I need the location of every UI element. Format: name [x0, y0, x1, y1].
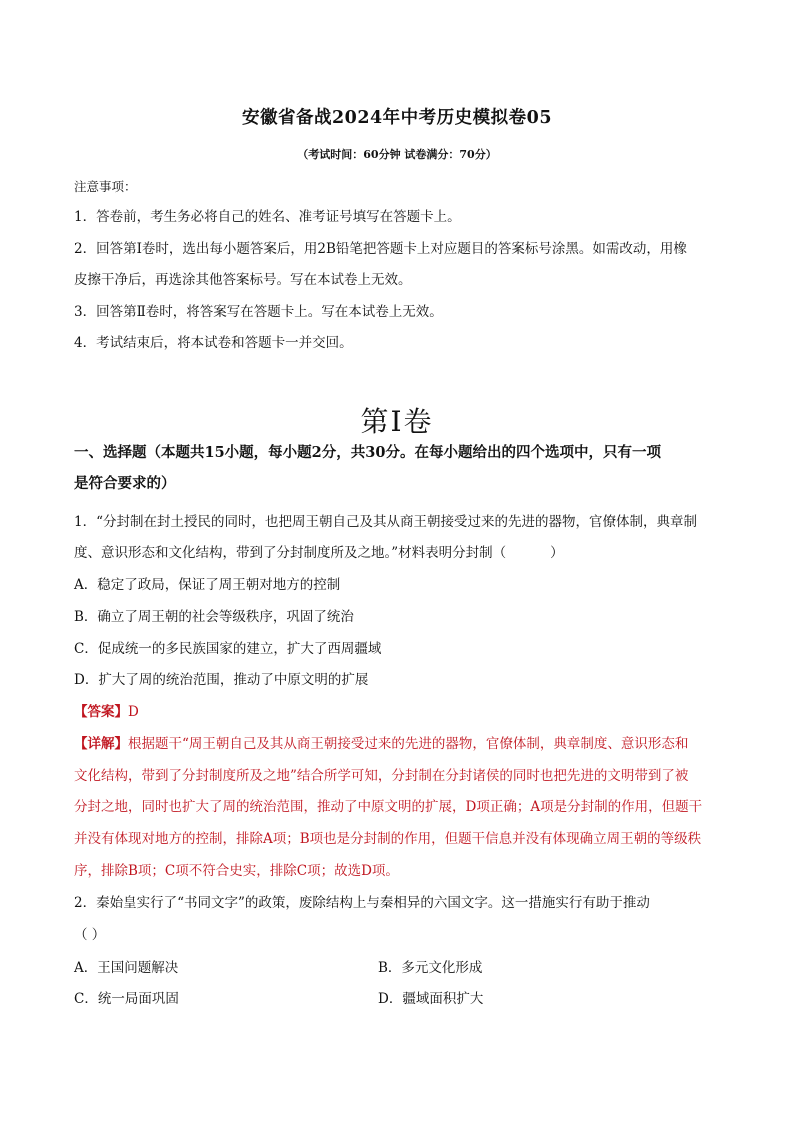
option-b: B．多元文化形成 [378, 960, 483, 976]
question-2-stem: 2．秦始皇实行了“书同文字”的政策，废除结构上与秦相异的六国文字。这一措施实行有助于推动 [74, 895, 650, 911]
note-item: 皮擦干净后，再选涂其他答案标号。写在本试卷上无效。 [74, 272, 412, 288]
option-b: B．确立了周王朝的社会等级秩序，巩固了统治 [74, 609, 354, 625]
option-d: D．扩大了周的统治范围，推动了中原文明的扩展 [74, 672, 369, 688]
question-1-stem-cont: 度、意识形态和文化结构，带到了分封制度所及之地。”材料表明分封制（ ） [74, 545, 564, 561]
explanation-line: 并没有体现对地方的控制，排除A项；B项也是分封制的作用，但题干信息并没有体现确立周王朝的等级秩 [74, 831, 702, 847]
explanation-line: 文化结构，带到了分封制度所及之地”结合所学可知，分封制在分封诸侯的同时也把先进的文明带到了被 [74, 768, 689, 784]
option-c: C．促成统一的多民族国家的建立，扩大了西周疆域 [74, 641, 382, 657]
option-d: D．疆域面积扩大 [378, 991, 484, 1007]
section-heading-cont: 是符合要求的） [74, 475, 176, 492]
page-title: 安徽省备战2024年中考历史模拟卷05 [241, 108, 553, 128]
notes-heading: 注意事项： [74, 179, 137, 194]
explanation-line: 分封之地，同时也扩大了周的统治范围，推动了中原文明的扩展，D项正确；A项是分封制的作用，但题干 [74, 799, 703, 815]
section-heading: 一、选择题（本题共15小题，每小题2分，共30分。在每小题给出的四个选项中，只有一项 [74, 444, 661, 461]
question-1-stem: 1．“分封制在封土授民的同时，也把周王朝自己及其从商王朝接受过来的先进的器物，官僚体制，典章制 [74, 514, 697, 530]
note-item: 1．答卷前，考生务必将自己的姓名、准考证号填写在答题卡上。 [74, 209, 461, 225]
option-a: A．王国问题解决 [74, 960, 179, 976]
answer: 【答案】D [74, 704, 139, 720]
explanation-line: 序，排除B项；C项不符合史实，排除C项；故选D项。 [74, 863, 399, 879]
explanation-line: 【详解】根据题干“周王朝自己及其从商王朝接受过来的先进的器物，官僚体制，典章制度、意识形态和 [74, 736, 689, 752]
option-c: C．统一局面巩固 [74, 991, 179, 1007]
note-item: 2．回答第Ⅰ卷时，选出每小题答案后，用2B铅笔把答题卡上对应题目的答案标号涂黑。如需改动，用橡 [74, 241, 687, 257]
note-item: 4．考试结束后，将本试卷和答题卡一并交回。 [74, 335, 353, 351]
option-a: A．稳定了政局，保证了周王朝对地方的控制 [74, 577, 341, 593]
volume-heading: 第Ⅰ卷 [360, 405, 434, 438]
exam-info: （考试时间：60分钟 试卷满分：70分） [297, 148, 497, 161]
question-2-stem-cont: （ ） [74, 927, 106, 943]
note-item: 3．回答第Ⅱ卷时，将答案写在答题卡上。写在本试卷上无效。 [74, 304, 443, 320]
